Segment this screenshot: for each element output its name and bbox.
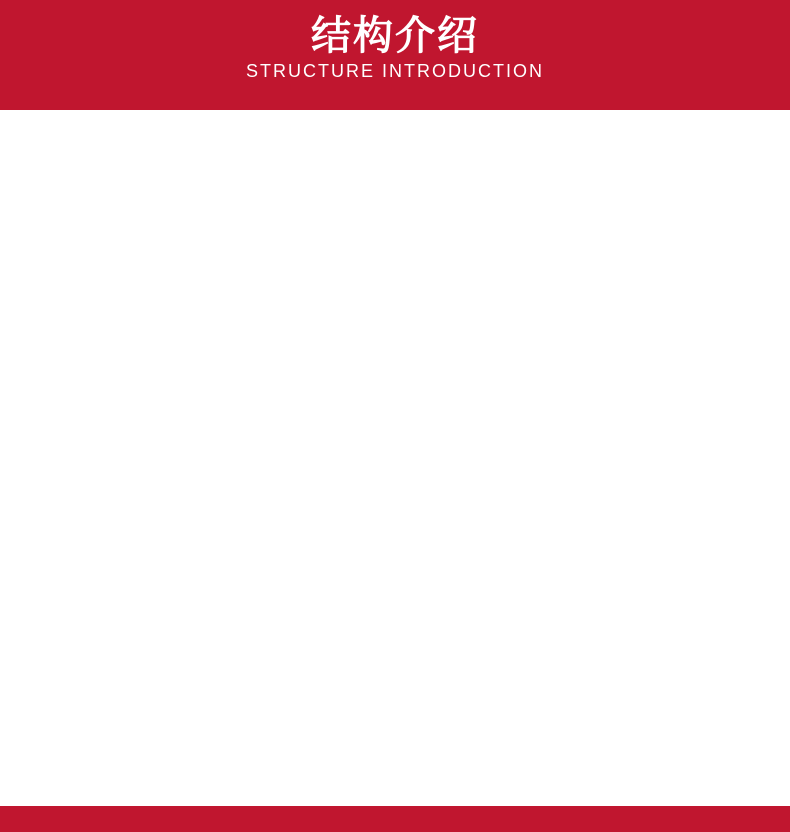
section-title: 结构介绍 <box>311 13 479 59</box>
header-banner <box>0 0 790 110</box>
section-subtitle: STRUCTURE INTRODUCTION <box>246 61 544 81</box>
footer-bar <box>0 806 790 832</box>
